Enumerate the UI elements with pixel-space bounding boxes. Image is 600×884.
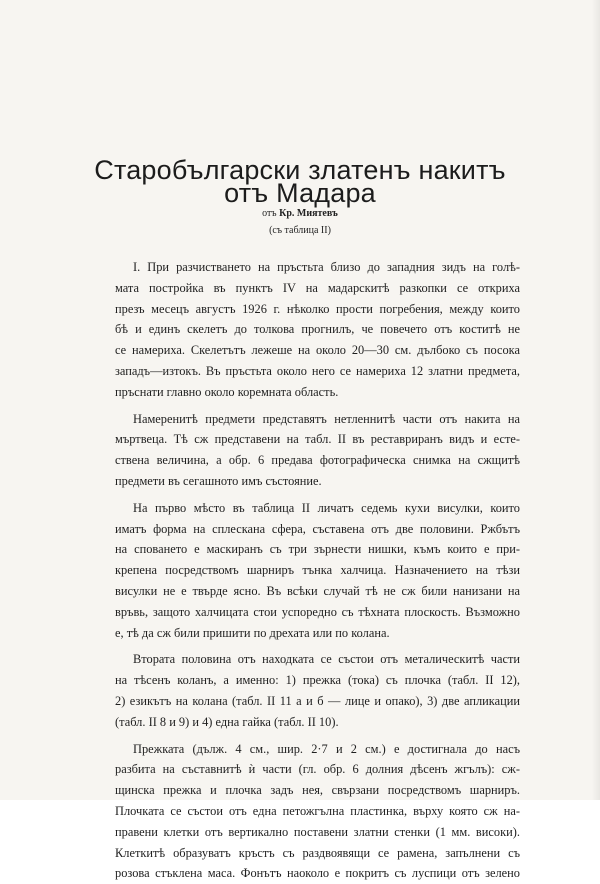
text-line: 2) езикътъ на колана (табл. II 11 а и б — лице и опако), 3) две апликации <box>115 693 520 708</box>
text-line: връвь, защото халчицата стои успоредно съ тѣхната плоскость. Възможно <box>115 604 520 619</box>
text-line: предмети въ сегашното имъ състояние. <box>115 473 322 488</box>
article-body <box>115 257 520 884</box>
text-line: Втората половина отъ находката се състои отъ металическитѣ части <box>133 652 520 667</box>
plate-note: (съ таблица II) <box>269 225 331 236</box>
paragraph-3 <box>115 498 520 644</box>
text-line: (табл. II 8 и 9) и 4) една гайка (табл. II 10). <box>115 714 339 729</box>
text-line: крепена посредствомъ шарниръ тънка халчица. Назначението на тѣзи <box>115 563 520 578</box>
text-line: Намеренитѣ предмети представятъ нетленнитѣ части отъ накита на <box>133 411 520 426</box>
text-line: се намериха. Скелетътъ лежеше на около 20—30 см. дълбоко съ посока <box>115 343 520 358</box>
author-name: Кр. Миятевъ <box>279 208 338 219</box>
paragraph-1 <box>115 257 520 403</box>
text-line: западъ—изтокъ. Въ пръстьта около него се намериха 12 златни предмета, <box>115 363 520 378</box>
article-title-line-1: Старобългарски златенъ накитъ <box>94 155 506 185</box>
text-line: мъртвеца. Тѣ сж представени на табл. II въ реставриранъ видъ и есте- <box>115 432 520 447</box>
text-line: презъ месецъ августъ 1926 г. нѣколко прости погребения, между които <box>115 301 520 316</box>
paragraph-5 <box>115 739 520 884</box>
text-line: разбита на съставнитѣ ѝ части (гл. обр. 6 долния дѣсенъ жгълъ): сж- <box>115 762 520 777</box>
text-line: розова стъклена маса. Фонътъ наоколо е покритъ съ луспици отъ зелено <box>115 866 520 881</box>
text-line: висулки не е твърде ясно. Въ всѣки случай тѣ не сж били нанизани на <box>115 583 520 598</box>
text-line: ствена величина, а обр. 6 предава фотографическа снимка на сжщитѣ <box>115 453 520 468</box>
text-line: на тѣсенъ коланъ, а именно: 1) прежка (тока) съ плочка (табл. II 12), <box>115 673 520 688</box>
text-line: Клеткитѣ образуватъ кръстъ съ раздвоявящи се рамена, запълнени съ <box>115 845 520 860</box>
text-line: Прежката (дълж. 4 см., шир. 2·7 и 2 см.) е достигнала до насъ <box>133 741 520 756</box>
text-line: I. При разчистването на пръстьта близо до западния зидъ на голѣ- <box>133 260 520 274</box>
paragraph-2 <box>115 409 520 492</box>
text-line: е, тѣ да сж били пришити по дрехата или по колана. <box>115 625 390 640</box>
text-line: Плочката се състои отъ една петожгълна пластинка, върху която сж на- <box>115 803 520 818</box>
text-line: щинска прежка и плочка задъ нея, свързани посредствомъ шарниръ. <box>115 783 520 798</box>
text-line: мата постройка въ пунктъ IV на мадарскитѣ разкопки се откриха <box>115 280 520 295</box>
author-byline <box>100 208 500 220</box>
author-prefix: отъ <box>262 208 277 219</box>
text-line: пръснати главно около коремната область. <box>115 384 339 399</box>
paragraph-4 <box>115 649 520 732</box>
text-line: бѣ и единъ скелетъ до толкова прогнилъ, че повечето отъ коститѣ не <box>115 322 520 337</box>
text-line: на споването е маскиранъ съ три зърнести нишки, къмъ които е при- <box>115 542 520 557</box>
text-line: иматъ форма на сплескана сфера, съставена отъ две половини. Ржбътъ <box>115 521 520 536</box>
text-line: правени клетки отъ вертикално поставени златни стенки (1 мм. високи). <box>115 824 520 839</box>
text-line: На първо мѣсто въ таблица II личатъ седемь кухи висулки, които <box>133 500 520 515</box>
article-title-line-2: отъ Мадара <box>224 178 376 208</box>
